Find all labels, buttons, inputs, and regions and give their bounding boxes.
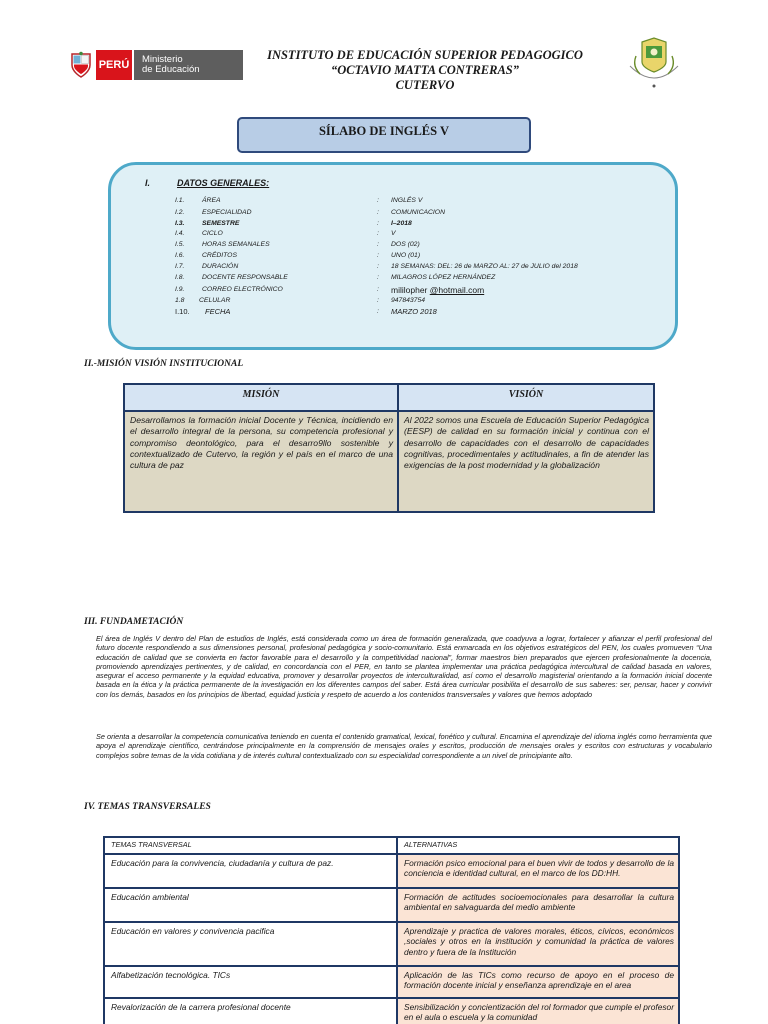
tema-cell: Educación en valores y convivencia pacifica [105,923,398,967]
row-number: I.1. [175,197,185,204]
row-label: CRÉDITOS [202,252,237,259]
alternativa-cell: Sensibilización y concientización del rol formador que cumple el profesor en el aula o escuela y la comunidad [398,999,678,1024]
institute-line3: CUTERVO [395,78,455,92]
tema-cell: Revalorización de la carrera profesional docente [105,999,398,1024]
row-value: V [391,230,396,237]
row-value: INGLÉS V [391,197,423,204]
row-label: SEMESTRE [202,220,240,227]
row-value: I–2018 [391,220,412,227]
general-data-heading [145,178,270,188]
row-value [391,285,484,295]
ministry-name-line2: de Educación [142,64,200,75]
fundamentacion-paragraph-2: Se orienta a desarrollar la competencia comunicativa teniendo en cuenta el contenido gramatical, lexical, fonético y cultural. Encamina el aprendizaje del idioma inglés como herramienta que apoya el aprendizaje científico, centrándose principalmente en la comprensión de mensajes orales y escritos, producción de mensajes orales y escritos con estructuras y vocabulario complejos sobre temas de la vida cotidiana y de interés cultural contextualizado con su especialidad correspondiente a un nivel de principiante alto. [96,732,712,760]
section-temas-heading: IV. TEMAS TRANSVERSALES [84,802,211,812]
temas-transversales-table [103,836,680,1024]
row-colon: : [377,263,379,270]
mission-vision-table [123,383,655,513]
row-label: CICLO [202,230,223,237]
mission-header: MISIÓN [125,385,399,412]
row-label: ESPECIALIDAD [202,209,252,216]
row-number: I.7. [175,263,185,270]
tema-cell: Educación para la convivencia, ciudadanía y cultura de paz. [105,855,398,889]
temas-col-header: TEMAS TRANSVERSAL [105,838,398,855]
row-number: 1.8 [175,297,185,304]
row-value: COMUNICACION [391,209,445,216]
row-label: FECHA [205,307,231,316]
alternativa-cell: Formación de actitudes socioemocionales para desarrollar la cultura ambiental en salvaguarda del medio ambiente [398,889,678,923]
row-label: DURACIÓN [202,263,239,270]
tema-cell: Educación ambiental [105,889,398,923]
row-label: CELULAR [199,297,231,304]
general-data-title: DATOS GENERALES: [177,178,270,188]
general-data-number: I. [145,178,151,188]
row-colon: : [377,241,379,248]
alternativas-col-header: ALTERNATIVAS [398,838,678,855]
row-number: I.8. [175,274,185,281]
row-label: CORREO ELECTRÓNICO [202,286,283,293]
alternativa-cell: Aplicación de las TICs como recurso de apoyo en el proceso de formación docente inicial y enseñanza aprendizaje en el area [398,967,678,999]
row-colon: : [377,308,379,315]
vision-text: Al 2022 somos una Escuela de Educación Superior Pedagógica (EESP) de calidad en su formación inicial y continua con el desarrollo de capacidades con el desarrollo de capacidades cognitivas, procedimentales y actitudinales, a fin de atender las exigencias de la post modernidad y la globalización [399,412,653,511]
ministry-logo [70,50,243,80]
tema-cell: Alfabetización tecnológica. TICs [105,967,398,999]
row-label: HORAS SEMANALES [202,241,270,248]
row-value: 947843754 [391,297,426,304]
row-value: 18 SEMANAS: DEL: 26 de MARZO AL: 27 de JULIO del 2018 [391,263,578,270]
vision-header: VISIÓN [399,385,653,412]
row-colon: : [377,230,379,237]
email-domain-link[interactable]: @hotmail.com [429,285,485,295]
row-colon: : [377,286,379,293]
fundamentacion-paragraph-1: El área de Inglés V dentro del Plan de estudios de Inglés, está considerada como un área de formación generalizada, que coadyuva a lograr, fortalecer y afianzar el perfil profesional del futuro docente respondiendo a sus dimensiones personal, profesional pedagógica y socio-comunitario. Está enmarcada en los objetivos estratégicos del PEN, los cuales promueven “Una educación de calidad que se convierta en factor favorable para el desarrollo y la competitividad nacional”, formar maestros bien preparados que ejercen profesionalmente la docencia, promoviendo aprendizajes pertinentes, y de calidad, en concordancia con el PER, en tanto se plantea implementar una práctica pedagógica intercultural de calidad basada en valores, asegurar el acceso permanente y la equidad educativa, promover y desarrollar proyectos de interculturalidad, así como el desarrollo magisterial orientando a la formación inicial docente basada en la ética y la práctica permanente de la investigación en los diferentes campos del saber. Está área curricular posibilita el desarrollo de sus saberes: ser, pensar, hacer y convivir con los demás, basados en los principios de libertad, equidad justicia y respeto de acuerdo a los contenidos transversales y valores que hemos adoptado [96,634,712,699]
row-number: I.6. [175,252,185,259]
peru-badge: PERÚ [96,50,132,80]
row-number: I.4. [175,230,185,237]
institute-line2: “OCTAVIO MATTA CONTRERAS” [330,63,520,77]
school-emblem-icon [622,36,686,92]
row-colon: : [377,220,379,227]
row-value: DOS (02) [391,241,420,248]
row-value: UNO (01) [391,252,421,259]
section-fundamentacion-heading: III. FUNDAMETACIÓN [84,617,184,627]
alternativa-cell: Aprendizaje y practica de valores morales, éticos, cívicos, económicos ,sociales y otros en la institución y comunidad la práctica de valores dentro y fuera de la Institución [398,923,678,967]
row-number: I.2. [175,209,185,216]
alternativa-cell: Formación psico emocional para el buen vivir de todos y desarrollo de la conciencia e identidad cultural, en el marco de los DD:HH. [398,855,678,889]
row-number: I.9. [175,286,185,293]
ministry-name-line1: Ministerio [142,54,183,65]
institute-name [240,48,610,93]
row-label: ÁREA [202,197,221,204]
email-user: mililopher [391,285,428,295]
row-number: I.10. [175,307,190,316]
row-label: DOCENTE RESPONSABLE [202,274,288,281]
row-number: I.3. [175,220,185,227]
coat-of-arms-icon [70,51,92,79]
row-colon: : [377,209,379,216]
row-number: I.5. [175,241,185,248]
row-colon: : [377,297,379,304]
mission-text: Desarrollamos la formación inicial Docente y Técnica, incidiendo en el desarrollo integral de la persona, su competencia profesional y compromiso deontológico, para el desarro9llo sostenible y contextualizado de Cutervo, la región y el país en el marco de una cultura de paz [125,412,399,511]
section-mission-vision-heading: II.-MISIÓN VISIÓN INSTITUCIONAL [84,359,244,369]
institute-line1: INSTITUTO DE EDUCACIÓN SUPERIOR PEDAGOGICO [267,48,583,62]
row-value: MARZO 2018 [391,307,437,316]
ministry-name [132,50,243,80]
row-colon: : [377,274,379,281]
row-colon: : [377,197,379,204]
row-colon: : [377,252,379,259]
syllabus-title: SÍLABO DE INGLÉS V [237,117,531,153]
row-value: MILAGROS LÓPEZ HERNÁNDEZ [391,274,496,281]
